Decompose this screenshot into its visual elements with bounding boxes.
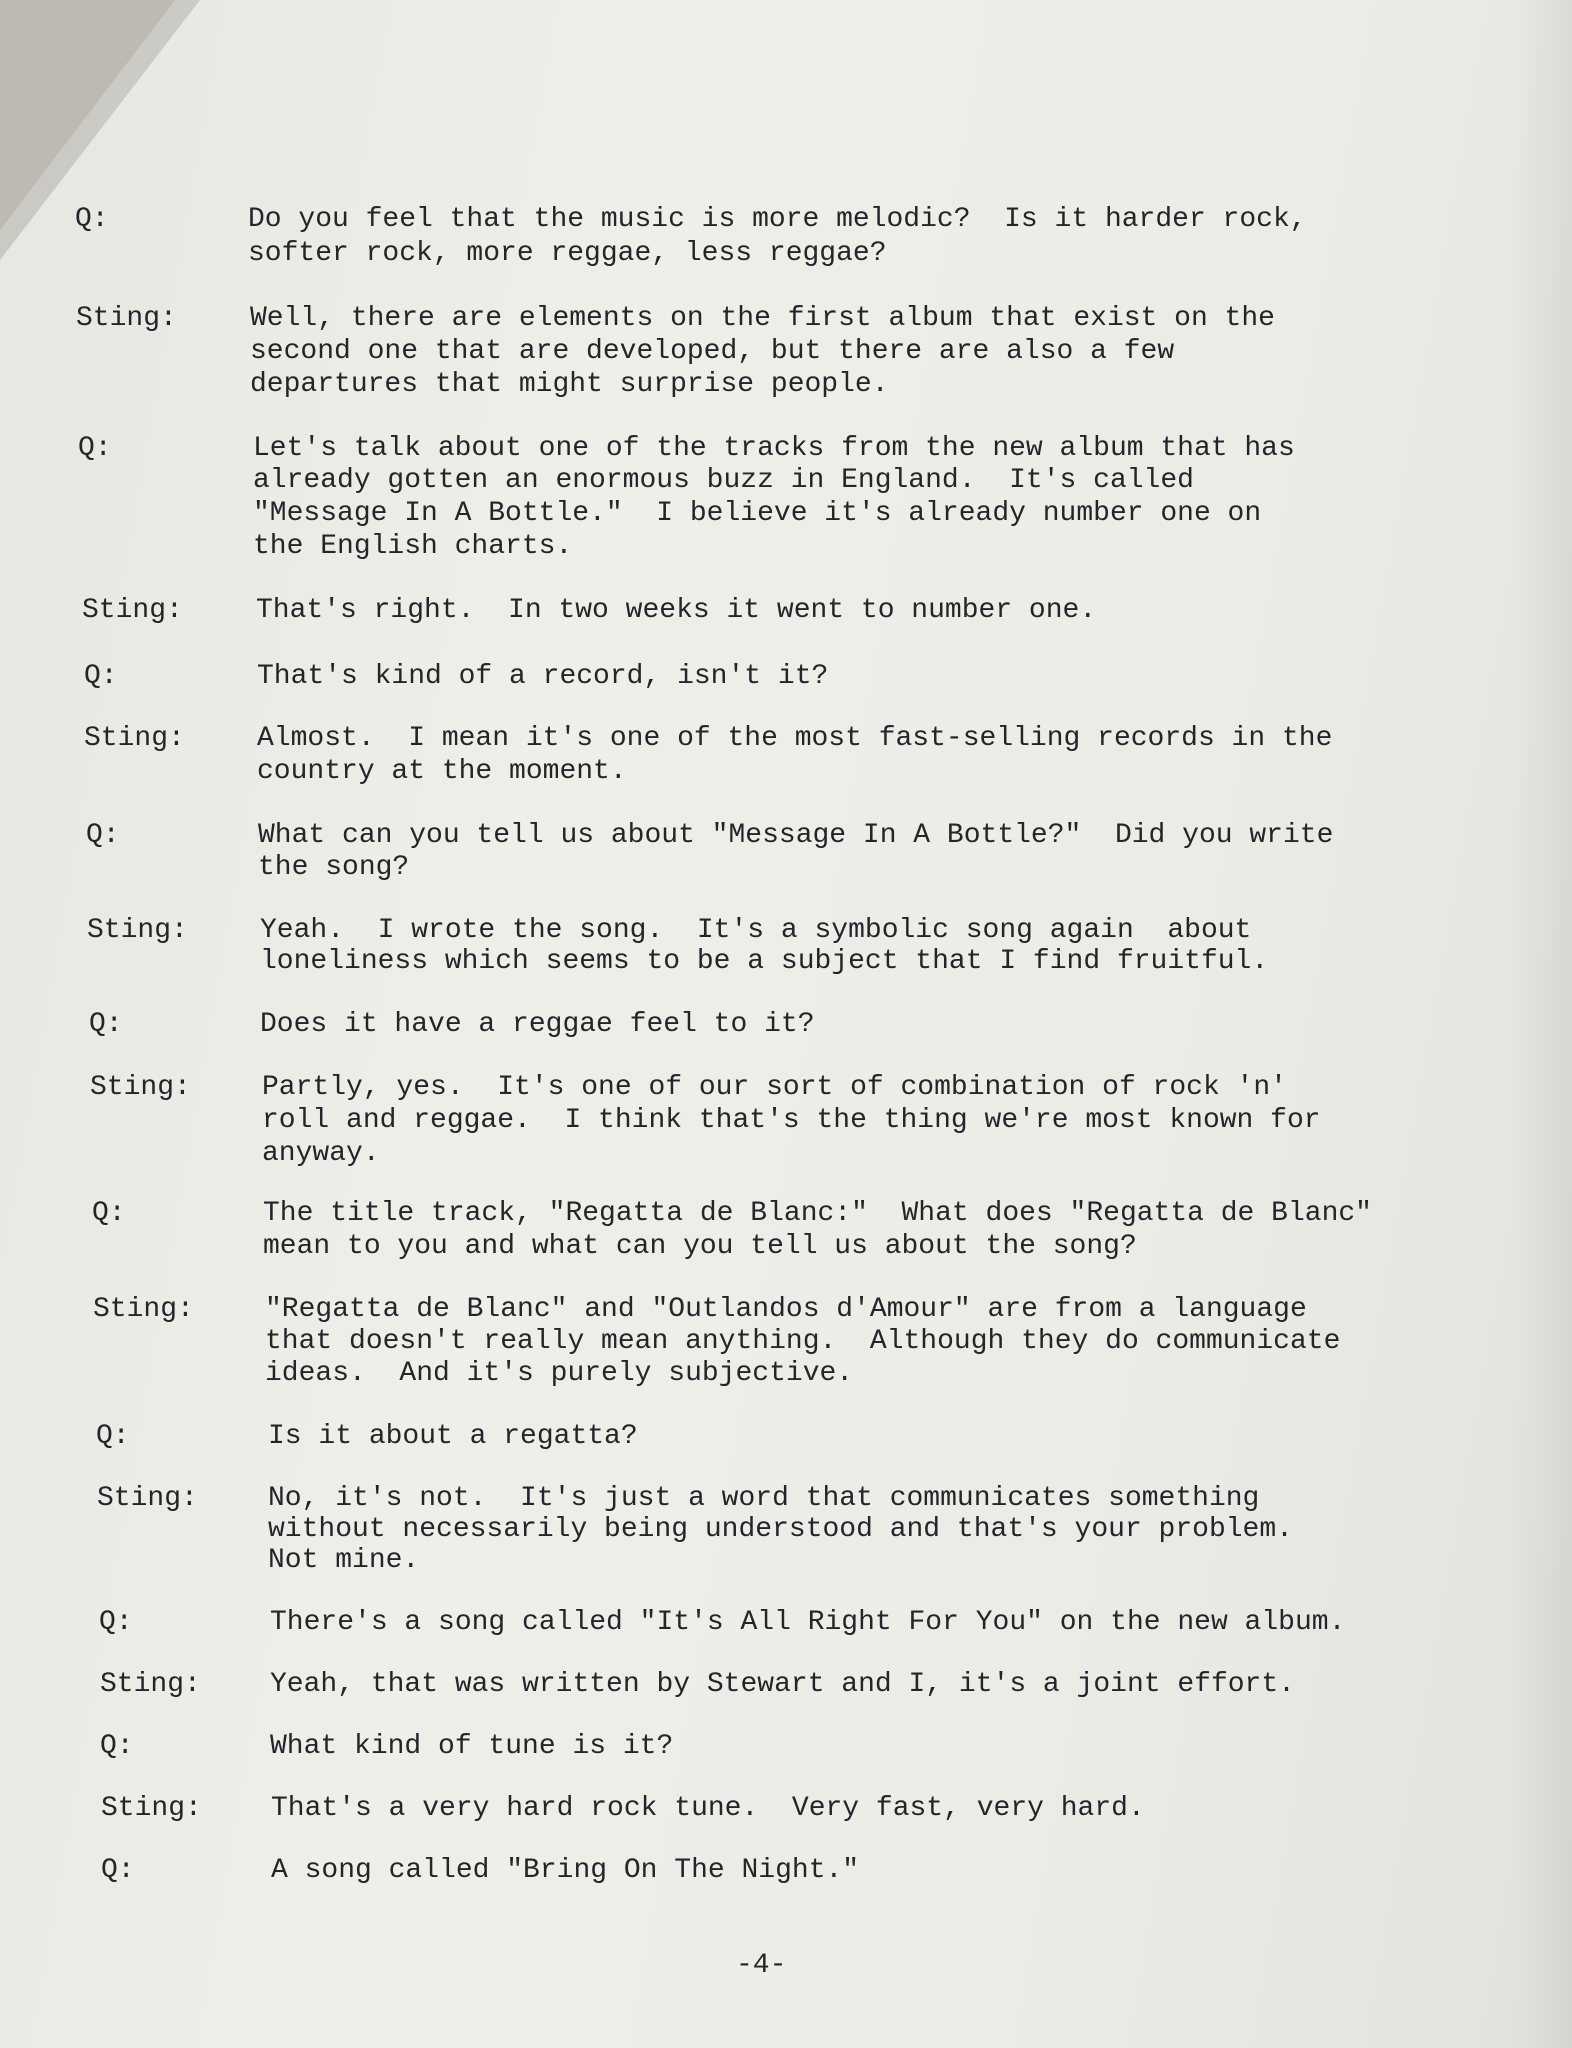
entry-line: Almost. I mean it's one of the most fast-selling records in the bbox=[257, 723, 1333, 754]
speaker-label: Q: bbox=[75, 204, 109, 235]
entry-line: ideas. And it's purely subjective. bbox=[265, 1358, 854, 1389]
speaker-label: Sting: bbox=[93, 1294, 194, 1325]
entry-line: Well, there are elements on the first album that exist on the bbox=[250, 303, 1275, 334]
entry-line: Does it have a reggae feel to it? bbox=[260, 1009, 815, 1040]
entry-line: already gotten an enormous buzz in England. It's called bbox=[253, 465, 1194, 496]
speaker-label: Q: bbox=[78, 433, 112, 464]
entry-line: departures that might surprise people. bbox=[250, 369, 889, 400]
speaker-label: Q: bbox=[99, 1607, 133, 1638]
entry-line: second one that are developed, but there are also a few bbox=[250, 336, 1175, 367]
entry-line: loneliness which seems to be a subject that I find fruitful. bbox=[260, 946, 1269, 977]
entry-line: country at the moment. bbox=[257, 756, 627, 787]
page-number: -4- bbox=[736, 1950, 787, 1981]
speaker-label: Q: bbox=[96, 1421, 130, 1452]
entry-line: The title track, "Regatta de Blanc:" What does "Regatta de Blanc" bbox=[263, 1198, 1372, 1229]
entry-line: "Regatta de Blanc" and "Outlandos d'Amour" are from a language bbox=[265, 1294, 1307, 1325]
entry-line: roll and reggae. I think that's the thing we're most known for bbox=[262, 1105, 1321, 1136]
speaker-label: Q: bbox=[101, 1855, 135, 1886]
entry-line: the English charts. bbox=[253, 531, 573, 562]
speaker-label: Sting: bbox=[84, 723, 185, 754]
entry-line: Yeah, that was written by Stewart and I, it's a joint effort. bbox=[270, 1669, 1295, 1700]
entry-line: anyway. bbox=[262, 1138, 380, 1169]
speaker-label: Sting: bbox=[90, 1072, 191, 1103]
entry-line: What kind of tune is it? bbox=[270, 1731, 674, 1762]
entry-line: Yeah. I wrote the song. It's a symbolic song again about bbox=[260, 915, 1252, 946]
entry-line: No, it's not. It's just a word that communicates something bbox=[268, 1483, 1260, 1514]
entry-line: A song called "Bring On The Night." bbox=[271, 1855, 860, 1886]
entry-line: Partly, yes. It's one of our sort of combination of rock 'n' bbox=[262, 1072, 1287, 1103]
entry-line: That's right. In two weeks it went to number one. bbox=[256, 595, 1097, 626]
entry-line: softer rock, more reggae, less reggae? bbox=[248, 238, 887, 269]
speaker-label: Sting: bbox=[82, 595, 183, 626]
speaker-label: Q: bbox=[84, 661, 118, 692]
entry-line: that doesn't really mean anything. Although they do communicate bbox=[265, 1326, 1341, 1357]
entry-line: Not mine. bbox=[268, 1545, 420, 1576]
speaker-label: Q: bbox=[89, 1009, 123, 1040]
speaker-label: Q: bbox=[86, 820, 120, 851]
entry-line: That's a very hard rock tune. Very fast, very hard. bbox=[271, 1793, 1145, 1824]
speaker-label: Q: bbox=[100, 1731, 134, 1762]
entry-line: Do you feel that the music is more melodic? Is it harder rock, bbox=[248, 204, 1307, 235]
entry-line: What can you tell us about "Message In A Bottle?" Did you write bbox=[258, 820, 1334, 851]
speaker-label: Sting: bbox=[100, 1669, 201, 1700]
entry-line: Is it about a regatta? bbox=[268, 1421, 638, 1452]
entry-line: the song? bbox=[258, 852, 410, 883]
entry-line: mean to you and what can you tell us about the song? bbox=[263, 1231, 1137, 1262]
entry-line: without necessarily being understood and that's your problem. bbox=[268, 1514, 1293, 1545]
speaker-label: Sting: bbox=[76, 303, 177, 334]
speaker-label: Sting: bbox=[101, 1793, 202, 1824]
entry-line: That's kind of a record, isn't it? bbox=[257, 661, 829, 692]
speaker-label: Sting: bbox=[97, 1483, 198, 1514]
entry-line: There's a song called "It's All Right For You" on the new album. bbox=[270, 1607, 1346, 1638]
speaker-label: Sting: bbox=[87, 915, 188, 946]
entry-line: "Message In A Bottle." I believe it's already number one on bbox=[253, 498, 1262, 529]
speaker-label: Q: bbox=[92, 1198, 126, 1229]
entry-line: Let's talk about one of the tracks from the new album that has bbox=[253, 433, 1295, 464]
